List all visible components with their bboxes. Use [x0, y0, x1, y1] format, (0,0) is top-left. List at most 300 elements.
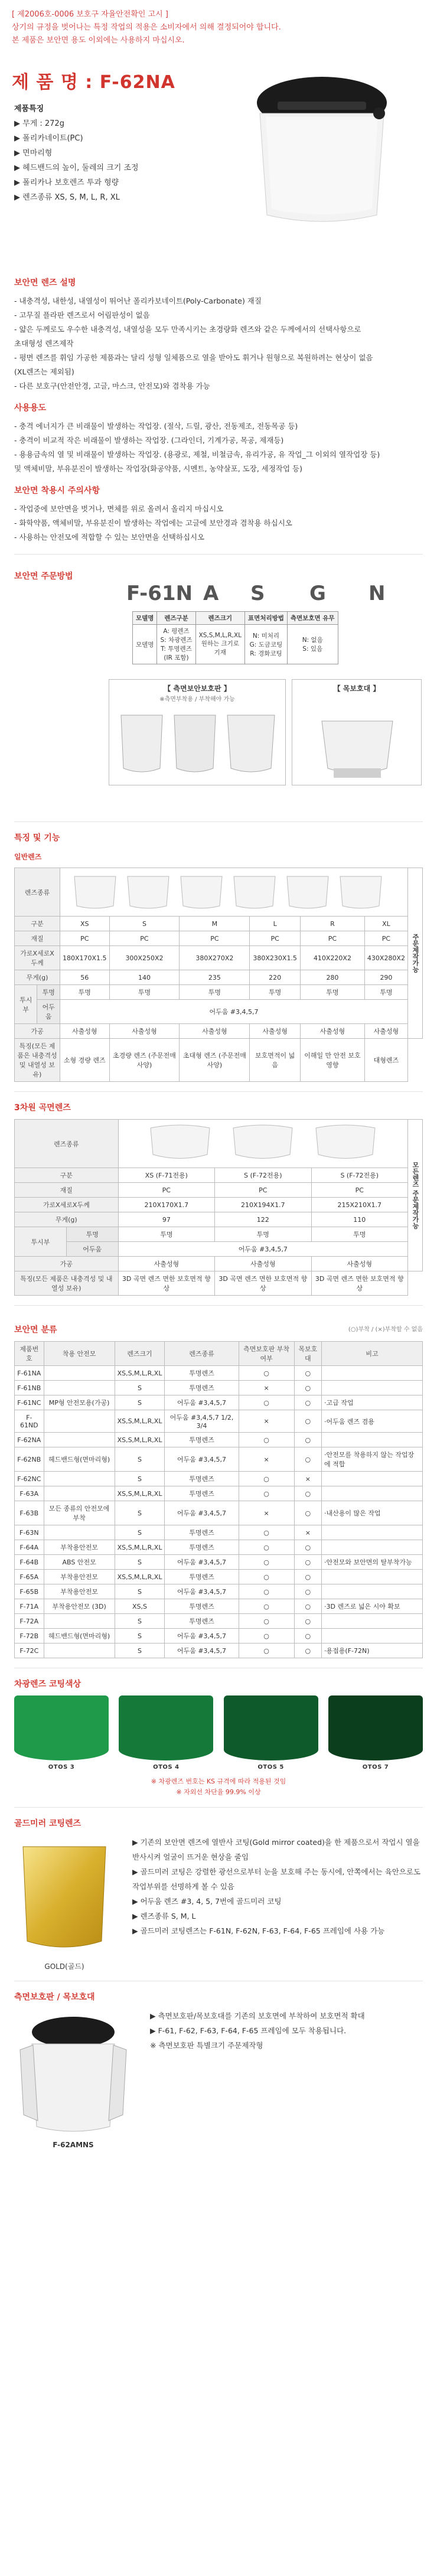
row-label: 투시부 [15, 1227, 67, 1257]
caution-title: 보안면 착용시 주의사항 [14, 486, 100, 495]
table-row [15, 1410, 423, 1433]
side-guard-line: ※ 측면보호판 특별크기 주문제작형 [150, 2041, 263, 2050]
category-title: 보안면 분류 [14, 1325, 57, 1335]
order-side: S: 있음 [302, 645, 323, 653]
category-cell: ○ [294, 1555, 321, 1570]
category-cell: × [294, 1472, 321, 1486]
vision-dark-label: 어두움 [66, 1242, 118, 1257]
shade-lens-item [328, 1695, 423, 1770]
category-cell: 부착용안전모 [44, 1540, 115, 1555]
category-cell: 투명렌즈 [165, 1486, 239, 1501]
dims-cell: 430X280X2 [364, 946, 407, 970]
category-legend: (○)부착 / (×)부착할 수 없음 [348, 1326, 423, 1333]
order-code-model: F-61N [126, 582, 193, 605]
spec-table-sublabel: 일반렌즈 [14, 853, 42, 861]
spec-side-note: 주문제작가능 [408, 868, 423, 1039]
category-cell: × [294, 1525, 321, 1540]
category-cell: ○ [294, 1395, 321, 1410]
dims-cell: 380X270X2 [180, 946, 250, 970]
table-row [15, 1555, 423, 1570]
category-cell: ○ [294, 1570, 321, 1584]
feature-cell: 보호면적이 넓음 [250, 1039, 301, 1082]
category-cell: F-62NA [15, 1433, 44, 1447]
caution-line: - 작업중에 보안면을 벗거나, 면체를 위로 올려서 올리지 마십시오 [14, 504, 224, 513]
category-cell: 투명렌즈 [165, 1433, 239, 1447]
category-cell: S [115, 1501, 165, 1525]
category-cell: 투명렌즈 [165, 1472, 239, 1486]
table-row [15, 1501, 423, 1525]
weight-cell: 122 [215, 1212, 311, 1227]
category-cell: 헤드밴드형(면마리형) [44, 1629, 115, 1644]
shade-note: ※ 차광렌즈 번호는 KS 규격에 따라 적용된 것임 [151, 1778, 286, 1785]
category-cell [322, 1472, 423, 1486]
category-cell [44, 1366, 115, 1381]
row-label: 재질 [15, 1183, 119, 1198]
general-lens-table [14, 868, 423, 1082]
category-cell: XS,S,M,L,R,XL [115, 1570, 165, 1584]
weight-cell: 97 [118, 1212, 214, 1227]
category-cell: S [115, 1614, 165, 1629]
order-header: 표면처리방법 [245, 612, 288, 625]
category-cell: ○ [294, 1614, 321, 1629]
order-header: 모델명 [133, 612, 157, 625]
lens-3d-title: 3차원 곡면렌즈 [14, 1103, 71, 1113]
order-code-lens: A [203, 582, 219, 605]
category-cell: S [115, 1395, 165, 1410]
row-label: 구분 [15, 917, 60, 931]
category-cell: F-65B [15, 1584, 44, 1599]
category-cell: F-63N [15, 1525, 44, 1540]
category-cell: S [115, 1525, 165, 1540]
feature-cell: 3D 곡면 렌즈 면한 보호면적 향상 [215, 1271, 311, 1296]
category-cell: 어두움 #3,4,5,7 [165, 1447, 239, 1472]
vision-cell: 투명 [301, 985, 365, 1000]
material-cell: PC [60, 931, 109, 946]
category-cell [322, 1570, 423, 1584]
lens-material-section [0, 276, 437, 393]
side-guard-section-title: 측면보호판 / 목보호대 [14, 1993, 95, 2002]
category-cell [322, 1584, 423, 1599]
category-header: 비고 [322, 1342, 423, 1366]
lens-3d-shapes [139, 1122, 387, 1163]
vision-cell: 투명 [215, 1227, 311, 1242]
caution-line: - 사용하는 안전모에 적합할 수 있는 보안면을 선택하십시오 [14, 533, 205, 542]
row-label: 특징(모든 제품은 내충격성 및 내열성 보유) [15, 1271, 119, 1296]
lens-material-line: 초대형성 렌즈제작 [14, 339, 74, 348]
lens-3d-shapes-cell [118, 1120, 407, 1168]
category-cell: 부착용안전모 [44, 1584, 115, 1599]
lens-3d-table [14, 1119, 423, 1296]
gold-section [0, 1817, 437, 1971]
category-cell: 어두움 #3,4,5,7 [165, 1629, 239, 1644]
caution-line: - 화학약품, 액체비말, 부유분진이 발생하는 작업에는 고글에 보안경과 겸착용 하십시오 [14, 519, 292, 527]
category-cell: ·내산용이 많은 작업 [322, 1501, 423, 1525]
vision-cell: 투명 [364, 985, 407, 1000]
category-cell: XS,S,M,L,R,XL [115, 1486, 165, 1501]
category-cell [44, 1525, 115, 1540]
category-cell: 투명렌즈 [165, 1381, 239, 1395]
feature-cell: 3D 곡면 렌즈 면한 보호면적 향상 [311, 1271, 407, 1296]
category-cell: 어두움 #3,4,5,7 [165, 1644, 239, 1658]
category-header: 렌즈종류 [165, 1342, 239, 1366]
category-cell: ○ [239, 1433, 294, 1447]
category-cell: S [115, 1629, 165, 1644]
category-cell [44, 1486, 115, 1501]
lens-material-line: - 고무질 플라판 렌즈로서 어림판성이 없음 [14, 311, 150, 319]
neck-guard-box [292, 679, 422, 785]
table-row [15, 1629, 423, 1644]
category-cell: XS,S [115, 1599, 165, 1614]
table-row [15, 1584, 423, 1599]
order-label: 보안면 주문방법 [14, 572, 73, 581]
order-surface-cell [245, 625, 288, 664]
category-cell: ○ [239, 1584, 294, 1599]
spec-table-title: 특징 및 기능 [14, 833, 60, 843]
material-cell: PC [250, 931, 301, 946]
spec-item: ▶ 렌즈종류 XS, S, M, L, R, XL [14, 193, 120, 202]
processing-cell: 사출성형 [109, 1024, 180, 1039]
category-cell: ABS 안전모 [44, 1555, 115, 1570]
order-code-side: N [368, 582, 386, 605]
row-label: 가공 [15, 1257, 119, 1271]
material-cell: PC [180, 931, 250, 946]
side-guard-section [0, 1991, 437, 2149]
order-lens-size: XS,S,M,L,R,XL [198, 632, 242, 639]
category-cell: ○ [294, 1381, 321, 1395]
order-lens-size: 기재 [214, 649, 226, 656]
shade-title: 차광렌즈 코팅색상 [14, 1680, 81, 1689]
shade-lens-swatch [119, 1695, 213, 1760]
category-cell: × [239, 1410, 294, 1433]
order-lens-type: S: 차광렌즈 [160, 637, 193, 644]
vision-top-label: 투명 [66, 1227, 118, 1242]
size-cell: XL [364, 917, 407, 931]
category-cell: 부착용안전모 [44, 1570, 115, 1584]
dims-cell: 380X230X1.5 [250, 946, 301, 970]
table-row [15, 1599, 423, 1614]
category-cell [322, 1525, 423, 1540]
category-cell: 어두움 #3,4,5,7 [165, 1555, 239, 1570]
category-cell: F-72A [15, 1614, 44, 1629]
category-cell: ○ [239, 1629, 294, 1644]
category-cell: ·3D 렌즈로 넓은 시야 확보 [322, 1599, 423, 1614]
spec-item: ▶ 헤드밴드의 높이, 둘레의 크기 조정 [14, 164, 139, 172]
product-title: 제 품 명 : F-62NA [12, 72, 175, 93]
side-guard-box [109, 679, 286, 785]
dims-cell: 210X170X1.7 [118, 1198, 214, 1212]
order-code-size: S [250, 582, 265, 605]
feature-cell: 3D 곡면 렌즈 면한 보호면적 향상 [118, 1271, 214, 1296]
order-lens-cell [157, 625, 195, 664]
material-cell: PC [118, 1183, 214, 1198]
row-label: 재질 [15, 931, 60, 946]
feature-cell: 이해일 만 안전 보호 영향 [301, 1039, 365, 1082]
category-cell: F-65A [15, 1570, 44, 1584]
category-cell: F-61NB [15, 1381, 44, 1395]
spec-item: ▶ 폴리카네이트(PC) [14, 134, 83, 143]
category-cell: ○ [294, 1540, 321, 1555]
category-cell [44, 1472, 115, 1486]
category-cell: S [115, 1381, 165, 1395]
spec-item: ▶ 무게 : 272g [14, 119, 64, 128]
size-cell: L [250, 917, 301, 931]
lens-material-title: 보안면 렌즈 설명 [14, 278, 76, 288]
category-cell [322, 1381, 423, 1395]
gold-line: ▶ 어두움 렌즈 #3, 4, 5, 7번에 골드미러 코팅 [132, 1897, 282, 1906]
order-lens-size: 원하는 크기로 [201, 640, 239, 647]
category-cell: F-64A [15, 1540, 44, 1555]
order-model-cell: 모델명 [133, 625, 157, 664]
order-surface: G: 도금코팅 [249, 641, 283, 648]
face-shield-image [242, 67, 402, 233]
gold-line: ▶ 골드미러 코팅렌즈는 F-61N, F-62N, F-63, F-64, F-65 프레임에 사용 가능 [132, 1926, 385, 1935]
category-cell: S [115, 1472, 165, 1486]
order-surface: R: 경화코팅 [250, 650, 282, 657]
category-cell: ○ [294, 1629, 321, 1644]
neck-guard-title: 【 목보호대 】 [333, 684, 380, 693]
category-cell: 투명렌즈 [165, 1525, 239, 1540]
vision-top-label: 투명 [37, 985, 60, 1000]
category-cell: 어두움 #3,4,5,7 [165, 1501, 239, 1525]
table-row [15, 1614, 423, 1629]
usage-title: 사용용도 [14, 403, 47, 413]
weight-cell: 56 [60, 970, 109, 985]
category-cell: ·고급 작업 [322, 1395, 423, 1410]
weight-cell: 110 [311, 1212, 407, 1227]
shade-lens-item [119, 1695, 213, 1770]
weight-cell: 290 [364, 970, 407, 985]
dims-cell: 215X210X1.7 [311, 1198, 407, 1212]
lens-shapes [69, 870, 399, 912]
category-header: 렌즈크기 [115, 1342, 165, 1366]
processing-cell: 사출성형 [301, 1024, 365, 1039]
category-cell: F-61NC [15, 1395, 44, 1410]
category-cell: XS,S,M,L,R,XL [115, 1410, 165, 1433]
category-cell: F-71A [15, 1599, 44, 1614]
order-code-surface: G [309, 582, 326, 605]
weight-cell: 280 [301, 970, 365, 985]
processing-cell: 사출성형 [60, 1024, 109, 1039]
row-label: 렌즈종류 [15, 1120, 119, 1168]
lens-material-line: (XL렌즈는 제외됨) [14, 367, 74, 376]
side-guard-product-image [14, 2008, 132, 2138]
weight-cell: 220 [250, 970, 301, 985]
table-row [15, 1472, 423, 1486]
category-cell: ·용접용(F-72N) [322, 1644, 423, 1658]
category-cell [322, 1366, 423, 1381]
lens-material-line: - 다른 보호구(안전안경, 고글, 마스크, 안전모)와 겸착용 가능 [14, 381, 210, 390]
row-label: 구분 [15, 1168, 119, 1183]
table-row [15, 1525, 423, 1540]
category-cell: S [115, 1447, 165, 1472]
weight-cell: 140 [109, 970, 180, 985]
category-cell [322, 1486, 423, 1501]
usage-section [0, 402, 437, 476]
shade-lens-swatch [224, 1695, 318, 1760]
table-row [15, 1447, 423, 1472]
category-cell: ·안전모와 보안면의 탈부착가능 [322, 1555, 423, 1570]
notice-line: 상기의 규정을 벗어나는 특정 작업의 적용은 소비자에서 의해 결정되어야 합니다. [12, 23, 281, 32]
gold-line: ▶ 기존의 보안면 렌즈에 열반사 코팅(Gold mirror coated)을 한 제품으로서 작업시 열을 반사시켜 얼굴이 뜨거운 현상을 줄임 [132, 1838, 420, 1861]
shade-lens-item [224, 1695, 318, 1770]
vision-cell: 투명 [250, 985, 301, 1000]
lens-3d-col: S (F-72전용) [311, 1168, 407, 1183]
side-guard-line: ▶ 측면보호판/목보호대를 기존의 보호면에 부착하여 보호면적 확대 [150, 2011, 365, 2020]
order-lens-type: (IR 포함) [164, 654, 189, 661]
order-lens-type: T: 투명렌즈 [161, 645, 192, 653]
size-cell: S [109, 917, 180, 931]
category-cell: ○ [239, 1555, 294, 1570]
order-header: 렌즈크기 [195, 612, 244, 625]
category-cell: S [115, 1555, 165, 1570]
category-cell: F-63B [15, 1501, 44, 1525]
vision-cell: 투명 [180, 985, 250, 1000]
category-cell: × [239, 1501, 294, 1525]
table-row [15, 1381, 423, 1395]
category-cell: ○ [239, 1472, 294, 1486]
category-cell [44, 1614, 115, 1629]
category-cell: ○ [239, 1540, 294, 1555]
processing-cell: 사출성형 [250, 1024, 301, 1039]
row-label: 특징(모든 제품은 내충격성 및 내열성 보유) [15, 1039, 60, 1082]
vision-cell: 투명 [311, 1227, 407, 1242]
category-cell: S [115, 1644, 165, 1658]
shade-lens-swatch [14, 1695, 109, 1760]
category-cell: ○ [239, 1599, 294, 1614]
usage-line: 및 액체비말, 부유분진이 발생하는 작업장(화공약품, 시멘트, 농약살포, 도장, 세정작업 등) [14, 464, 303, 473]
material-cell: PC [301, 931, 365, 946]
category-cell: × [239, 1381, 294, 1395]
category-cell: ○ [239, 1395, 294, 1410]
gold-line: ▶ 렌즈종류 S, M, L [132, 1912, 196, 1920]
lens-3d-col: XS (F-71전용) [118, 1168, 214, 1183]
spec-item: ▶ 폴리카나 보호렌즈 투과 형량 [14, 178, 119, 187]
gold-title: 골드미러 코팅렌즈 [14, 1819, 81, 1828]
order-table [132, 611, 338, 664]
category-cell: XS,S,M,L,R,XL [115, 1433, 165, 1447]
category-cell [322, 1540, 423, 1555]
row-label: 가공 [15, 1024, 60, 1039]
shade-row [14, 1695, 423, 1770]
category-cell: ○ [239, 1525, 294, 1540]
table-row [15, 1540, 423, 1555]
category-cell: ○ [294, 1584, 321, 1599]
feature-cell: 초경량 렌즈 (주문전매 사양) [109, 1039, 180, 1082]
feature-cell: 초대형 렌즈 (주문전매 사양) [180, 1039, 250, 1082]
size-cell: XS [60, 917, 109, 931]
side-guard-note: ※측면부착용 / 부착해야 가능 [159, 696, 235, 703]
category-cell: 투명렌즈 [165, 1366, 239, 1381]
category-section [0, 1315, 437, 1658]
processing-cell: 사출성형 [118, 1257, 214, 1271]
processing-cell: 사출성형 [180, 1024, 250, 1039]
category-cell: 부착용안전모 (3D) [44, 1599, 115, 1614]
category-cell: 헤드밴드형(면마리형) [44, 1447, 115, 1472]
size-cell: M [180, 917, 250, 931]
category-cell: S [115, 1584, 165, 1599]
usage-line: - 충격 에너지가 큰 비래물이 발생하는 작업장. (절삭, 드릴, 광산, 전동제조, 전동목공 등) [14, 422, 298, 431]
usage-line: - 충격이 비교적 작은 비래물이 발생하는 작업장. (그라인더, 기계가공, 목공, 제재등) [14, 436, 284, 445]
category-cell: ○ [239, 1614, 294, 1629]
category-cell: MP형 안전모용(가공) [44, 1395, 115, 1410]
vision-dark-cell: 어두움 #3,4,5,7 [60, 1000, 407, 1024]
category-cell [322, 1614, 423, 1629]
row-label: 투시부 [15, 985, 37, 1024]
category-cell: 투명렌즈 [165, 1540, 239, 1555]
side-guard-caption: F-62AMNS [53, 2141, 94, 2149]
row-label: 가로X세로X두께 [15, 946, 60, 970]
row-label: 렌즈종류 [15, 868, 60, 917]
category-cell: F-61NA [15, 1366, 44, 1381]
dims-cell: 210X194X1.7 [215, 1198, 311, 1212]
category-cell: XS,S,M,L,R,XL [115, 1366, 165, 1381]
table-row [15, 1433, 423, 1447]
lens-3d-col: S (F-72전용) [215, 1168, 311, 1183]
feature-cell: 소형 경량 렌즈 [60, 1039, 109, 1082]
category-cell: ○ [294, 1433, 321, 1447]
table-row [15, 1644, 423, 1658]
category-cell: ○ [294, 1501, 321, 1525]
category-header: 목보호대 [294, 1342, 321, 1366]
notice-line: 본 제품은 보안면 용도 이외에는 사용하지 마십시오. [12, 36, 185, 45]
category-cell: F-62NB [15, 1447, 44, 1472]
order-surface: N: 미처리 [252, 632, 280, 640]
gold-lens-image [14, 1835, 115, 1959]
category-cell: ○ [294, 1410, 321, 1433]
shade-note: ※ 자외선 차단율 99.9% 이상 [176, 1788, 261, 1796]
category-header: 측면보호판 부착여부 [239, 1342, 294, 1366]
category-cell [322, 1433, 423, 1447]
processing-cell: 사출성형 [215, 1257, 311, 1271]
category-cell: F-63A [15, 1486, 44, 1501]
lens-material-line: - 평면 렌즈를 휘임 가공한 제품과는 달리 성형 일체품으로 열을 받아도 휘거나 원형으로 복원하려는 현상이 없음 [14, 353, 373, 362]
category-header: 제품번호 [15, 1342, 44, 1366]
category-cell: 어두움 #3,4,5,7 [165, 1395, 239, 1410]
side-guard-line: ▶ F-61, F-62, F-63, F-64, F-65 프레임에 모두 착용됩니다. [150, 2026, 347, 2035]
order-size-cell [195, 625, 244, 664]
usage-line: - 용용금속의 열 및 비래물이 발생하는 작업장. (용광로, 제철, 비철금속, 유리가공, 유 작업_그 이외의 열작업장 등) [14, 450, 380, 459]
category-cell [44, 1410, 115, 1433]
category-cell: ○ [294, 1366, 321, 1381]
weight-cell: 235 [180, 970, 250, 985]
category-cell: ·어두움 렌즈 겸용 [322, 1410, 423, 1433]
category-cell: ○ [294, 1644, 321, 1658]
category-cell: 모든 종류의 안전모에 부착 [44, 1501, 115, 1525]
dims-cell: 300X250X2 [109, 946, 180, 970]
category-cell [44, 1381, 115, 1395]
material-cell: PC [109, 931, 180, 946]
vision-cell: 투명 [109, 985, 180, 1000]
category-cell: F-72B [15, 1629, 44, 1644]
row-label: 무게(g) [15, 1212, 119, 1227]
feature-cell: 대형렌즈 [364, 1039, 407, 1082]
table-row [15, 1366, 423, 1381]
processing-cell: 사출성형 [311, 1257, 407, 1271]
row-label: 가로X세로X두께 [15, 1198, 119, 1212]
dims-cell: 410X220X2 [301, 946, 365, 970]
category-cell: × [239, 1447, 294, 1472]
order-header: 측면보호면 유무 [287, 612, 338, 625]
category-cell [322, 1629, 423, 1644]
lens-shapes-cell [60, 868, 407, 917]
lens-material-line: - 얇은 두께로도 우수한 내충격성, 내열성을 모두 만족시키는 초경량화 렌즈와 같은 두께에서의 선택사항으로 [14, 325, 361, 334]
lens-3d-side-note: 모든렌즈 주문제작가능 [408, 1120, 423, 1271]
product-specs [14, 102, 139, 205]
spec-item: ▶ 면마리형 [14, 149, 53, 158]
gold-line: ▶ 골드미러 코팅은 강렬한 광선으로부터 눈을 보호해 주는 동시에, 안쪽에서는 육안으로도 작업부위를 선명하게 볼 수 있음 [132, 1867, 421, 1891]
size-cell: R [301, 917, 365, 931]
category-cell: F-64B [15, 1555, 44, 1570]
